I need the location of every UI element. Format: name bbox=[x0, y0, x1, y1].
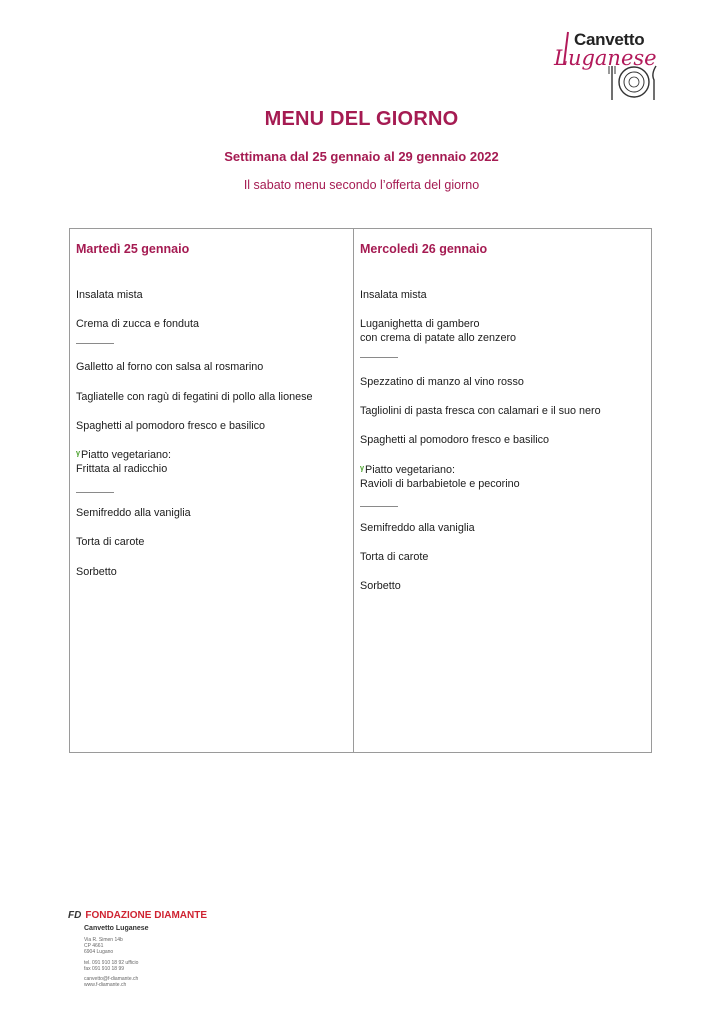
footer-address-line: CP 4661 bbox=[84, 943, 104, 949]
section-separator bbox=[76, 343, 114, 344]
footer-fax: fax 091 910 18 99 bbox=[84, 966, 125, 972]
logo-text-luganese: Luganese bbox=[554, 46, 657, 70]
menu-item: Galletto al forno con salsa al rosmarino bbox=[76, 361, 264, 373]
footer-address-line: Via R. Simen 14b bbox=[84, 937, 123, 943]
menu-item: Crema di zucca e fonduta bbox=[76, 318, 200, 330]
column-divider bbox=[353, 228, 354, 753]
footer-website-link[interactable]: www.f-diamante.ch bbox=[84, 982, 127, 988]
logo-text-canvetto: Canvetto bbox=[574, 30, 645, 49]
restaurant-logo bbox=[552, 28, 664, 102]
footer-email-link[interactable]: canvetto@f-diamante.ch bbox=[84, 976, 139, 982]
vegetarian-leaf-icon: ᵞ bbox=[76, 449, 81, 461]
menu-item: Insalata mista bbox=[360, 289, 427, 301]
vegetarian-label: ᵞPiatto vegetariano: bbox=[76, 449, 172, 461]
menu-item: Torta di carote bbox=[76, 536, 145, 548]
menu-item: Semifreddo alla vaniglia bbox=[360, 522, 475, 534]
section-separator bbox=[360, 357, 398, 358]
menu-item: Spezzatino di manzo al vino rosso bbox=[360, 376, 524, 388]
day-heading: Mercoledì 26 gennaio bbox=[360, 242, 488, 256]
menu-item: Spaghetti al pomodoro fresco e basilico bbox=[76, 420, 266, 432]
footer-phone: tel. 091 910 18 92 ufficio bbox=[84, 960, 139, 966]
vegetarian-leaf-icon: ᵞ bbox=[360, 464, 365, 476]
footer-name: Canvetto Luganese bbox=[84, 925, 149, 932]
saturday-note: Il sabato menu secondo l’offerta del giorno bbox=[243, 178, 480, 192]
section-separator bbox=[76, 492, 114, 493]
menu-item: Tagliatelle con ragù di fegatini di pollo alla lionese bbox=[76, 391, 313, 403]
menu-item: Ravioli di barbabietole e pecorino bbox=[360, 478, 520, 490]
menu-item: Tagliolini di pasta fresca con calamari e il suo nero bbox=[360, 405, 601, 417]
menu-item: con crema di patate allo zenzero bbox=[360, 332, 517, 344]
week-range: Settimana dal 25 gennaio al 29 gennaio 2022 bbox=[224, 149, 499, 164]
section-separator bbox=[360, 506, 398, 507]
page-title: MENU DEL GIORNO bbox=[264, 108, 459, 130]
menu-item: Frittata al radicchio bbox=[76, 463, 168, 475]
menu-item: Sorbetto bbox=[360, 580, 401, 592]
menu-item: Spaghetti al pomodoro fresco e basilico bbox=[360, 434, 550, 446]
menu-item: Torta di carote bbox=[360, 551, 429, 563]
menu-item: Sorbetto bbox=[76, 566, 117, 578]
foundation-logo: FD FONDAZIONE DIAMANTE bbox=[68, 910, 208, 921]
footer-address-line: 6904 Lugano bbox=[84, 949, 114, 955]
menu-item: Semifreddo alla vaniglia bbox=[76, 507, 191, 519]
day-heading: Martedì 25 gennaio bbox=[76, 242, 190, 256]
menu-item: Insalata mista bbox=[76, 289, 143, 301]
menu-item: Luganighetta di gambero bbox=[360, 318, 480, 330]
vegetarian-label: ᵞPiatto vegetariano: bbox=[360, 464, 456, 476]
